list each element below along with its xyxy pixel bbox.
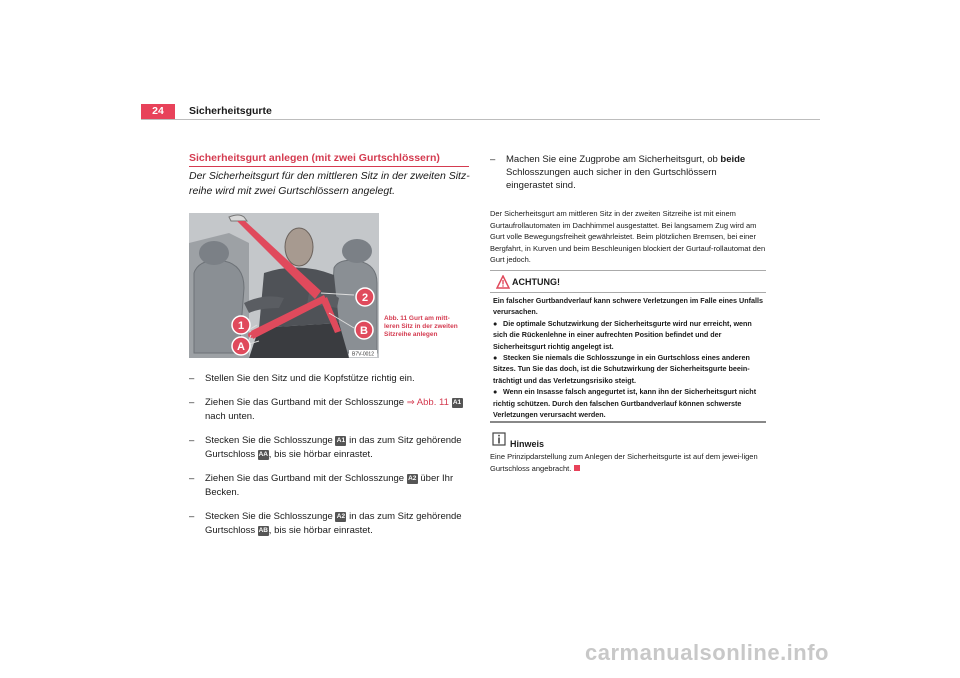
badge-a2: A2	[408, 475, 417, 482]
figure-caption: Abb. 11 Gurt am mitt-leren Sitz in der zweiten Sitzreihe anlegen	[384, 315, 458, 338]
warning-title: ACHTUNG!	[512, 277, 560, 287]
figure-code: B7V-0012	[352, 351, 374, 358]
badge-a2: A2	[336, 513, 346, 520]
header-divider	[141, 119, 820, 120]
warning-divider	[490, 292, 766, 293]
seatbelt-figure	[189, 213, 379, 358]
warning-item: ● Wenn ein Insasse falsch angegurtet ist, kann ihn der Sicherheitsgurt nicht richtig schützen. Durch den falschen Gurtbandverlauf können schwerste Verletzungen verursacht werden.	[493, 387, 757, 420]
end-marker	[574, 465, 580, 471]
label-b: B	[360, 325, 368, 337]
label-1: 1	[237, 320, 245, 332]
badge-ab: AB	[258, 527, 268, 534]
label-2: 2	[361, 292, 369, 304]
watermark: carmanualsonline.info	[585, 640, 829, 665]
page-number: 24	[141, 104, 175, 119]
warning-lead: Ein falscher Gurtbandverlauf kann schwere Verletzungen im Falle eines Unfalls verursachen.	[493, 296, 764, 317]
info-paragraph: Der Sicherheitsgurt am mittleren Sitz in der zweiten Sitzreihe ist mit einem Gurtaufrollautomaten im Dachhimmel ausgestattet. Bei langsamem Zug wird am Gurt volle Bewegungsfreiheit gewährleistet. Beim plötzlichen Bremsen, bei einer Bergfahrt, in Kurven und beim Beschleunigen blockiert der Gurtauf-rollautomat den Gurt jedoch.	[490, 209, 766, 264]
seatbelt-illustration	[189, 213, 379, 358]
step-1: – Stellen Sie den Sitz und die Kopfstütze richtig ein.	[189, 373, 415, 384]
label-a: A	[237, 341, 245, 353]
step-3: – Stecken Sie die Schlosszunge A1 in das zum Sitz gehörende Gurtschloss AA, bis sie hörbar einrastet.	[189, 435, 462, 460]
warning-body	[493, 295, 763, 420]
step-check: – Machen Sie eine Zugprobe am Sicherheitsgurt, ob beide Schlosszungen auch sicher in den Gurtschlössern eingerastet sind.	[490, 154, 746, 191]
warning-item: ● Stecken Sie niemals die Schlosszunge in ein Gurtschloss eines anderen Sitzes. Tun Sie das doch, ist die Schutzwirkung der Sicherheitsgurte beein-trächtigt und das Verletzungsrisiko steigt.	[493, 353, 750, 385]
section-underline	[189, 166, 469, 167]
warning-box	[490, 270, 766, 423]
warning-item: ● Die optimale Schutzwirkung der Sicherheitsgurte wird nur erreicht, wenn sich die Rückenlehne in einer aufrechten Position befindet und der Sicherheitsgurt richtig angelegt ist.	[493, 318, 752, 351]
hint-body: Eine Prinzipdarstellung zum Anlegen der Sicherheitsgurte ist auf dem jewei-ligen Gurtschloss angebracht.	[490, 452, 758, 473]
section-intro: Der Sicherheitsgurt für den mittleren Sitz in der zweiten Sitz-reihe wird mit zwei Gurtschlössern angelegt.	[189, 170, 470, 197]
warning-triangle-icon	[496, 275, 510, 289]
step-4: – Ziehen Sie das Gurtband mit der Schlosszunge A2 über Ihr Becken.	[189, 473, 454, 498]
step-2: – Ziehen Sie das Gurtband mit der Schlosszunge ⇒ Abb. 11 A1 nach unten.	[189, 397, 462, 422]
badge-aa: AA	[258, 451, 268, 458]
instruction-steps	[189, 372, 479, 548]
step-5: – Stecken Sie die Schlosszunge A2 in das zum Sitz gehörende Gurtschloss AB, bis sie hörbar einrastet.	[189, 511, 462, 536]
section-title: Sicherheitsgurt anlegen (mit zwei Gurtschlössern)	[189, 152, 440, 164]
page-header-title: Sicherheitsgurte	[189, 105, 272, 117]
hint-title: Hinweis	[510, 439, 545, 449]
figure-link[interactable]: ⇒ Abb. 11	[406, 397, 449, 408]
info-note-icon	[492, 432, 506, 446]
badge-a1: A1	[452, 399, 462, 406]
badge-a1: A1	[336, 437, 346, 444]
